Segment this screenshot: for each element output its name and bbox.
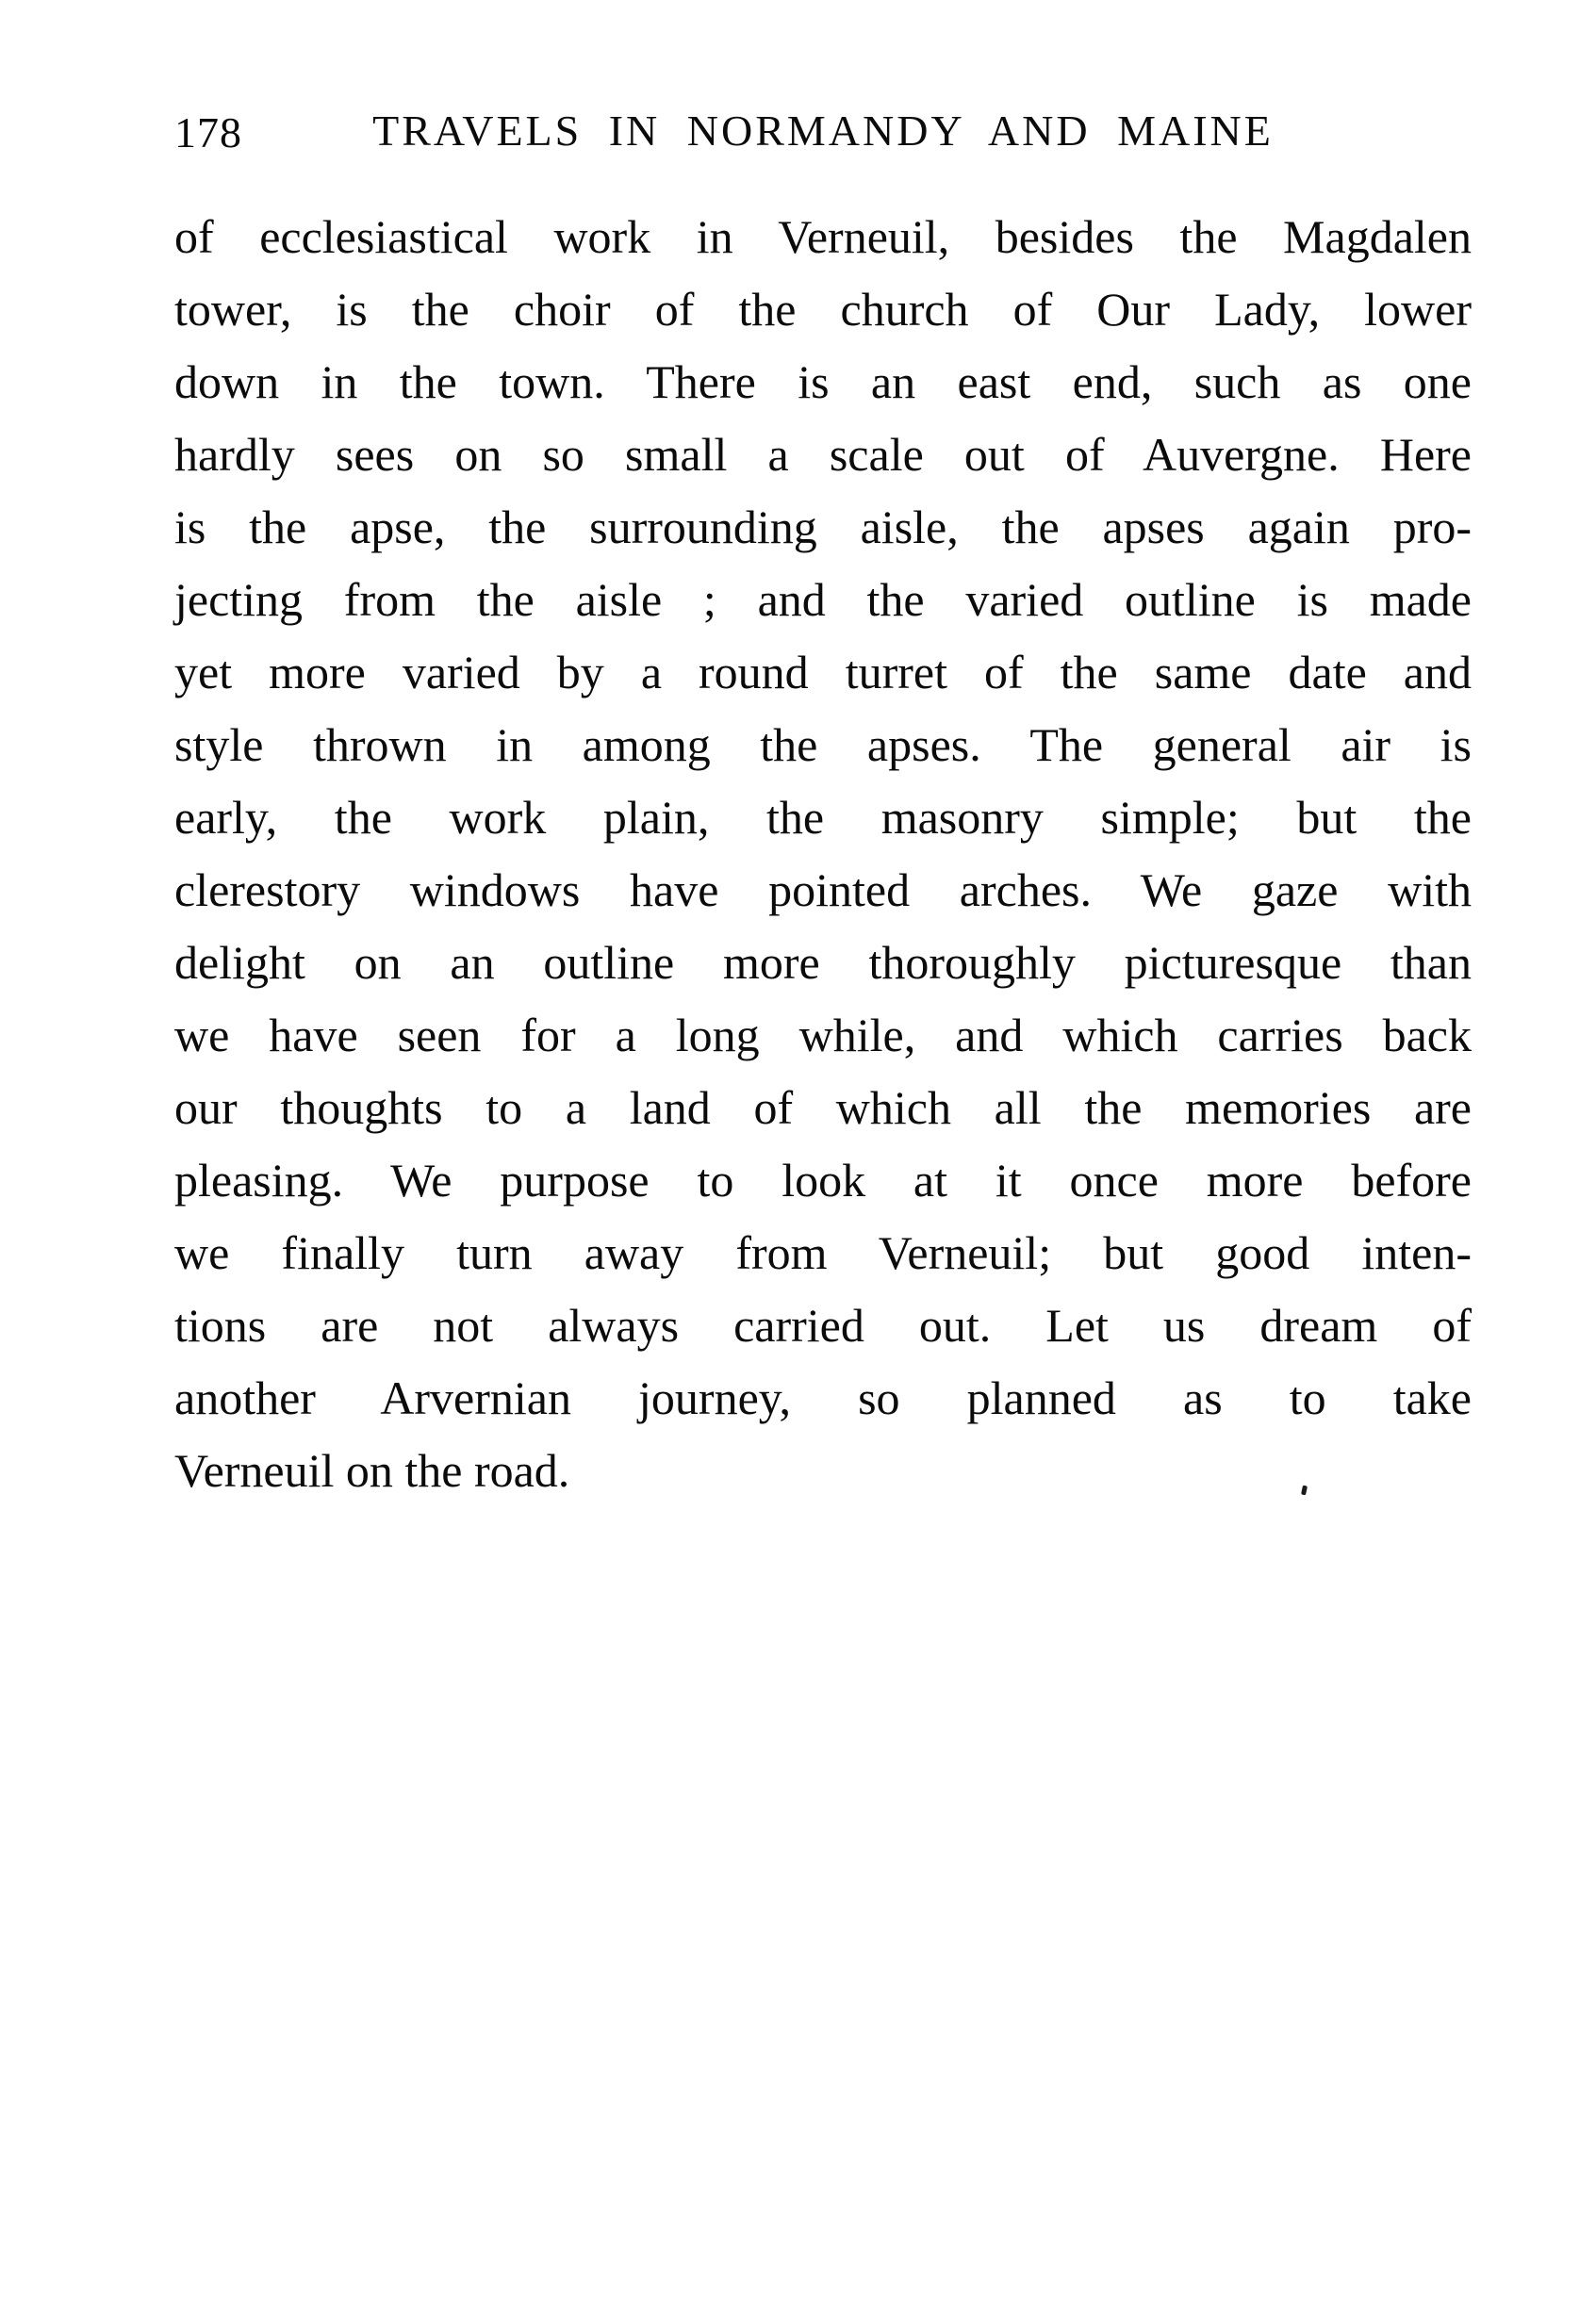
text-line: our thoughts to a land of which all the memories are (174, 1081, 1472, 1134)
text-line: Verneuil on the road. (174, 1444, 570, 1497)
text-line: early, the work plain, the masonry simple; but the (174, 791, 1472, 844)
text-line: down in the town. There is an east end, such as one (174, 355, 1472, 408)
text-line: clerestory windows have pointed arches. We gaze with (174, 863, 1472, 916)
body-text (174, 201, 1472, 1507)
text-line: is the apse, the surrounding aisle, the apses again pro- (174, 501, 1472, 553)
text-line: hardly sees on so small a scale out of Auvergne. Here (174, 428, 1472, 481)
text-line: we finally turn away from Verneuil; but good inten- (174, 1226, 1472, 1279)
text-line: pleasing. We purpose to look at it once more before (174, 1154, 1472, 1207)
text-line: tions are not always carried out. Let us dream of (174, 1299, 1472, 1352)
text-line: another Arvernian journey, so planned as to take (174, 1371, 1472, 1424)
text-line: yet more varied by a round turret of the same date and (174, 646, 1472, 698)
text-line: delight on an outline more thoroughly picturesque than (174, 936, 1472, 989)
running-title: TRAVELS IN NORMANDY AND MAINE (372, 107, 1274, 155)
page-header (174, 106, 1472, 162)
text-line: of ecclesiastical work in Verneuil, besides the Magdalen (174, 210, 1472, 263)
text-line: style thrown in among the apses. The general air is (174, 718, 1472, 771)
text-line: we have seen for a long while, and which carries back (174, 1009, 1472, 1061)
text-line: jecting from the aisle ; and the varied outline is made (174, 573, 1472, 626)
page-number: 178 (174, 108, 242, 156)
text-line: tower, is the choir of the church of Our Lady, lower (174, 283, 1472, 336)
